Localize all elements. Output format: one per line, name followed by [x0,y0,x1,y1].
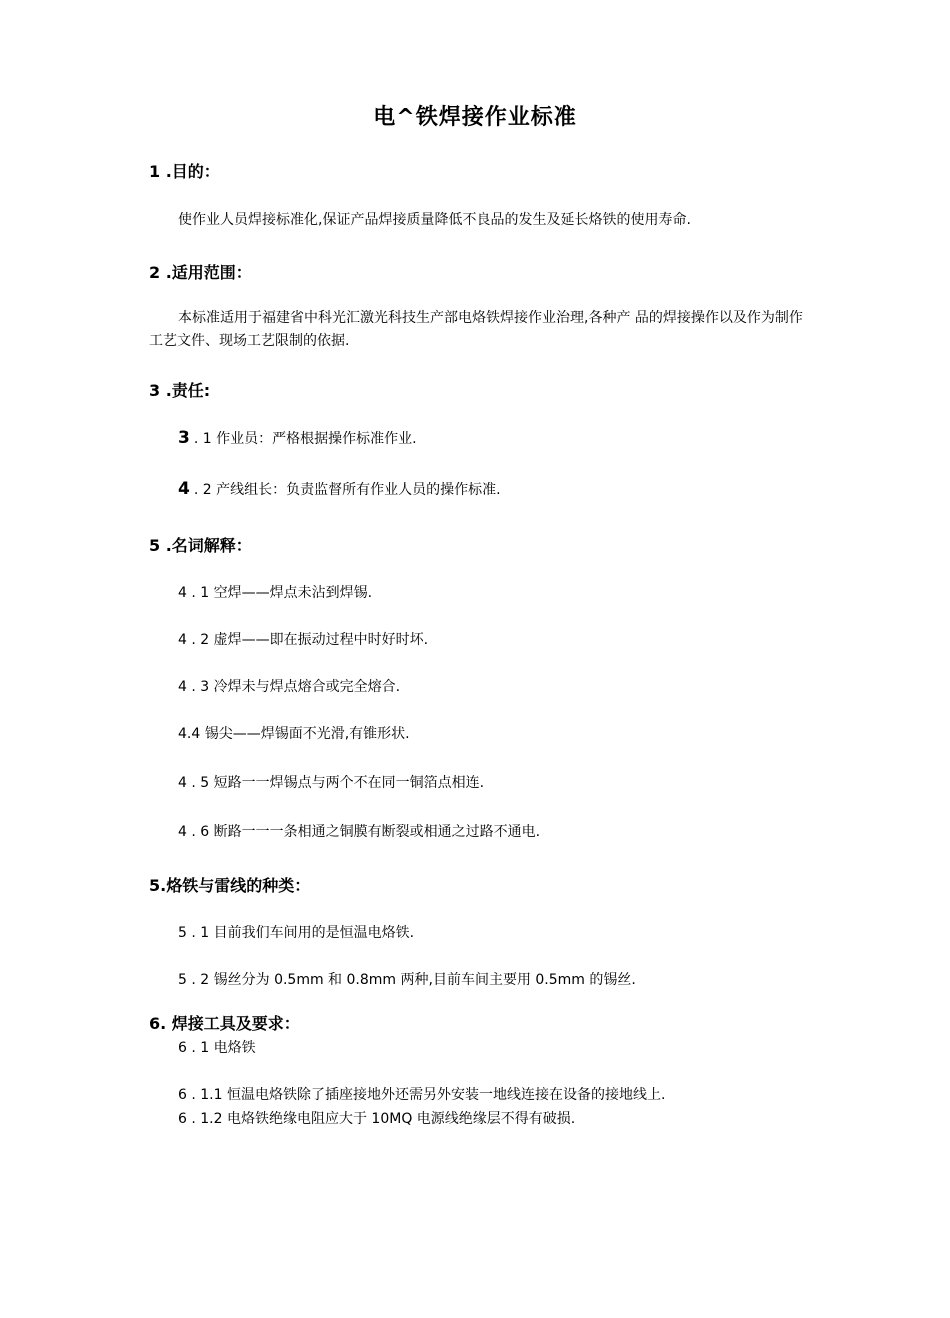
term-item: 4 . 6 断路一一一条相通之铜膜有断裂或相通之过路不通电. [178,824,541,840]
responsibility-item [178,428,417,448]
term-item: 4 . 5 短路一一焊锡点与两个不在同一铜箔点相连. [178,775,485,791]
section-body-purpose: 使作业人员焊接标准化,保证产品焊接质量降低不良品的发生及延长烙铁的使用寿命. [178,212,691,228]
item-text: . 1 作业员：严格根据操作标准作业. [193,431,417,447]
section-heading-responsibility: 3 .责任: [149,381,211,400]
section-heading-tools: 6. 焊接工具及要求： [149,1014,300,1033]
page-title: 电^铁焊接作业标准 [373,105,577,130]
section-heading-purpose: 1 .目的： [149,162,220,181]
section-heading-terms: 5 .名词解释： [149,536,252,555]
term-item: 4 . 3 冷焊未与焊点熔合或完全熔合. [178,679,401,695]
section-heading-iron-types: 5.烙铁与雷线的种类： [149,876,311,895]
item-text: . 2 产线组长：负责监督所有作业人员的操作标准. [193,482,501,498]
iron-type-item: 5 . 1 目前我们车间用的是恒温电烙铁. [178,925,415,941]
section-heading-scope: 2 .适用范围： [149,263,252,282]
item-number: 4 [178,479,190,499]
tool-item: 6 . 1 电烙铁 [178,1040,256,1056]
item-number: 3 [178,428,190,448]
term-item: 4 . 1 空焊——焊点未沾到焊锡. [178,585,373,601]
iron-type-item: 5 . 2 锡丝分为 0.5mm 和 0.8mm 两种,目前车间主要用 0.5mm 的锡丝. [178,972,636,988]
responsibility-item [178,479,501,499]
term-item: 4.4 锡尖——焊锡面不光滑,有锥形状. [178,726,410,742]
term-item: 4 . 2 虚焊——即在振动过程中时好时坏. [178,632,429,648]
tool-item: 6 . 1.1 恒温电烙铁除了插座接地外还需另外安装一地线连接在设备的接地线上. [178,1087,666,1103]
section-body-scope: 本标准适用于福建省中科光汇激光科技生产部电烙铁焊接作业治理,各种产 品的焊接操作以及作为制作工艺文件、现场工艺限制的依据. [149,310,803,349]
tool-item: 6 . 1.2 电烙铁绝缘电阻应大于 10MQ 电源线绝缘层不得有破损. [178,1111,576,1127]
